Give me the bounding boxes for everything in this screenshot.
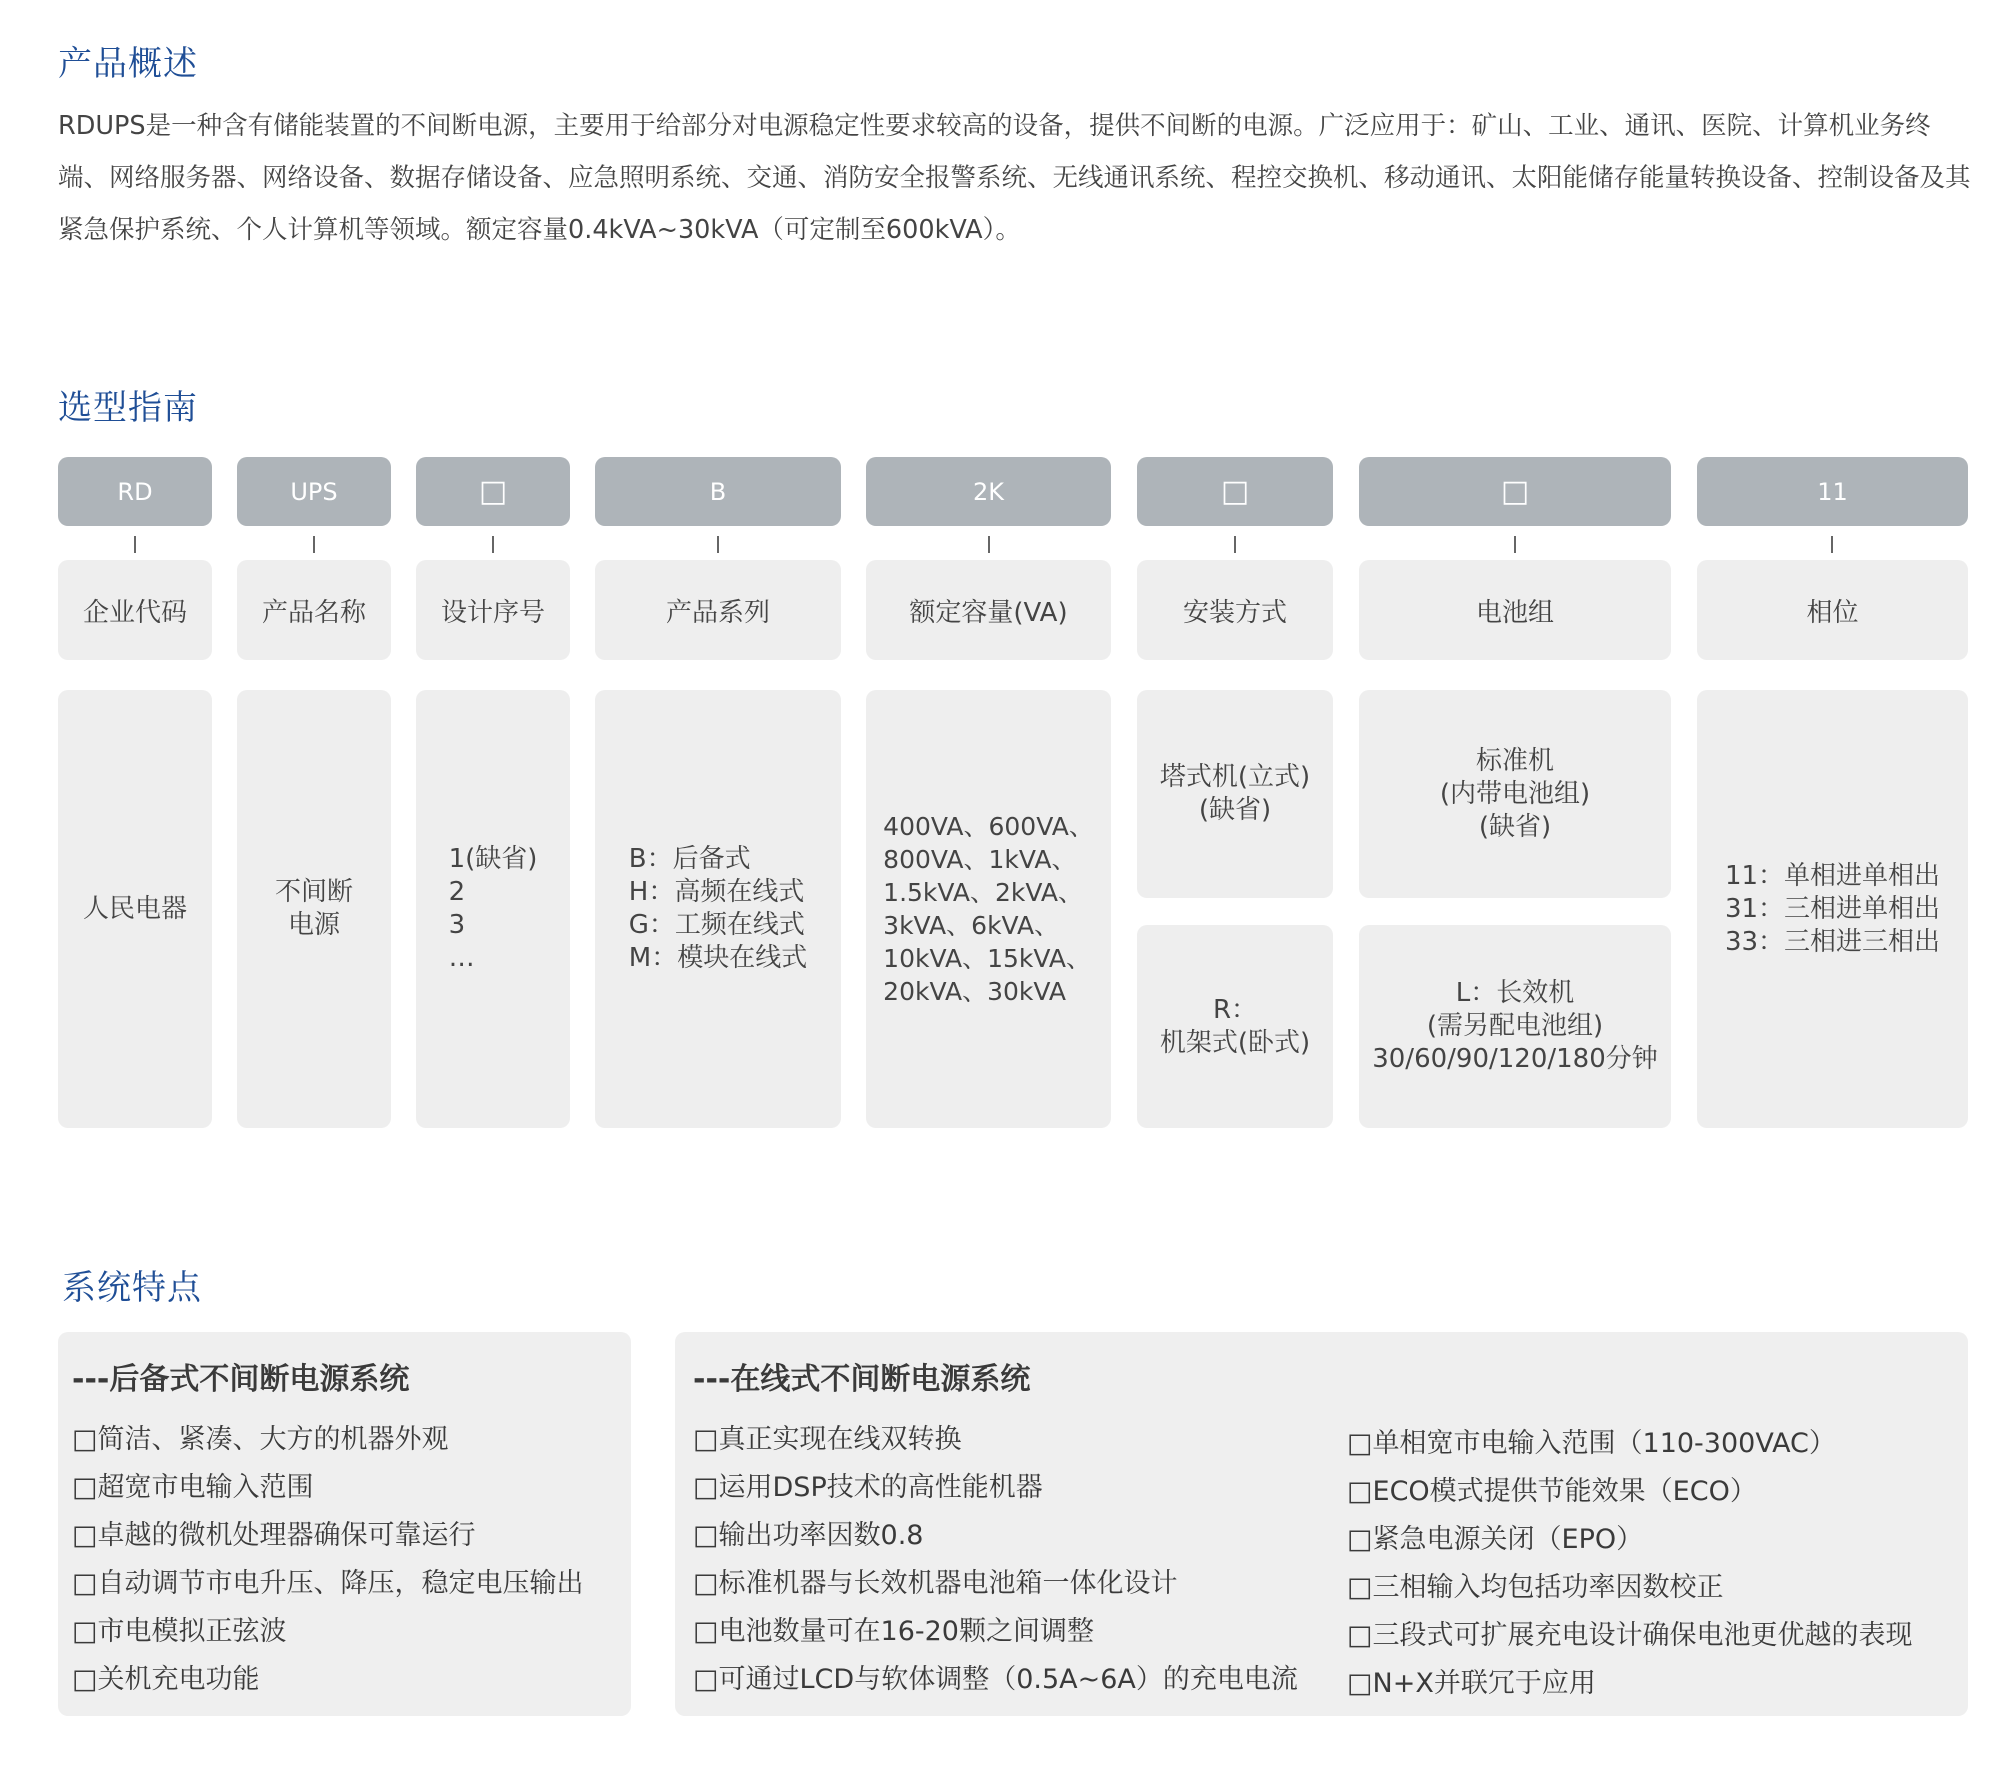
guide-label-series: 产品系列 [595,560,841,660]
list-item: □标准机器与长效机器电池箱一体化设计 [693,1568,1178,1599]
guide-value-installation-rack: R： 机架式(卧式) [1137,925,1333,1128]
features-title: 系统特点 [62,1268,202,1308]
online-ups-title: ---在线式不间断电源系统 [693,1362,1031,1397]
guide-value-company: 人民电器 [58,690,212,1128]
list-item: □市电模拟正弦波 [72,1616,287,1647]
guide-label-installation: 安装方式 [1137,560,1333,660]
guide-code-installation: □ [1137,457,1333,526]
list-item: □运用DSP技术的高性能机器 [693,1472,1043,1503]
guide-label-phase: 相位 [1697,560,1968,660]
list-item: □超宽市电输入范围 [72,1472,314,1503]
guide-value-capacity: 400VA、600VA、 800VA、1kVA、 1.5kVA、2kVA、 3kVA、6kVA、 10kVA、15kVA、 20kVA、30kVA [866,690,1111,1128]
list-item: □关机充电功能 [72,1664,260,1695]
guide-value-battery-long: L：长效机 (需另配电池组) 30/60/90/120/180分钟 [1359,925,1671,1128]
list-item: □输出功率因数0.8 [693,1520,924,1551]
guide-connector [1831,536,1833,553]
list-item: □ECO模式提供节能效果（ECO） [1347,1476,1757,1507]
overview-text: RDUPS是一种含有储能装置的不间断电源，主要用于给部分对电源稳定性要求较高的设备，提供不间断的电源。广泛应用于：矿山、工业、通讯、医院、计算机业务终端、网络服务器、网络设备、数据存储设备、应急照明系统、交通、消防安全报警系统、无线通讯系统、程控交换机、移动通讯、太阳能储存能量转换设备、控制设备及其紧急保护系统、个人计算机等领域。额定容量0.4kVA~30kVA（可定制至600kVA）。 [58,111,1971,245]
guide-code-product-name: UPS [237,457,391,526]
list-item: □真正实现在线双转换 [693,1424,962,1455]
guide-connector [717,536,719,553]
online-ups-feature-list-left [693,1416,1298,1704]
guide-code-phase: 11 [1697,457,1968,526]
guide-code-series: B [595,457,841,526]
guide-connector [492,536,494,553]
list-item: □自动调节市电升压、降压，稳定电压输出 [72,1568,584,1599]
online-ups-feature-list-right [1347,1420,1913,1708]
guide-value-phase: 11：单相进单相出 31：三相进单相出 33：三相进三相出 [1697,690,1968,1128]
guide-label-design-seq: 设计序号 [416,560,570,660]
guide-connector [988,536,990,553]
guide-connector [313,536,315,553]
list-item: □N+X并联冗于应用 [1347,1668,1596,1699]
list-item: □三段式可扩展充电设计确保电池更优越的表现 [1347,1620,1913,1651]
guide-code-design-seq: □ [416,457,570,526]
guide-value-series: B：后备式 H：高频在线式 G：工频在线式 M：模块在线式 [595,690,841,1128]
list-item: □电池数量可在16-20颗之间调整 [693,1616,1094,1647]
guide-label-battery: 电池组 [1359,560,1671,660]
list-item: □三相输入均包括功率因数校正 [1347,1572,1724,1603]
list-item: □简洁、紧凑、大方的机器外观 [72,1424,449,1455]
guide-code-battery: □ [1359,457,1671,526]
guide-value-battery-standard: 标准机 (内带电池组) (缺省) [1359,690,1671,898]
list-item: □紧急电源关闭（EPO） [1347,1524,1644,1555]
guide-label-capacity: 额定容量(VA) [866,560,1111,660]
guide-connector [134,536,136,553]
guide-connector [1514,536,1516,553]
list-item: □卓越的微机处理器确保可靠运行 [72,1520,476,1551]
backup-ups-feature-list [72,1416,584,1704]
list-item: □可通过LCD与软体调整（0.5A~6A）的充电电流 [693,1664,1298,1695]
guide-label-product-name: 产品名称 [237,560,391,660]
selection-guide-title: 选型指南 [58,388,198,428]
guide-value-product-name: 不间断 电源 [237,690,391,1128]
guide-value-installation-default: 塔式机(立式) (缺省) [1137,690,1333,898]
backup-ups-panel [58,1332,631,1716]
guide-code-company: RD [58,457,212,526]
overview-title: 产品概述 [58,44,198,84]
online-ups-panel [675,1332,1968,1716]
guide-code-capacity: 2K [866,457,1111,526]
list-item: □单相宽市电输入范围（110-300VAC） [1347,1428,1836,1459]
guide-label-company: 企业代码 [58,560,212,660]
backup-ups-title: ---后备式不间断电源系统 [72,1362,410,1397]
guide-connector [1234,536,1236,553]
guide-value-design-seq: 1(缺省) 2 3 … [416,690,570,1128]
